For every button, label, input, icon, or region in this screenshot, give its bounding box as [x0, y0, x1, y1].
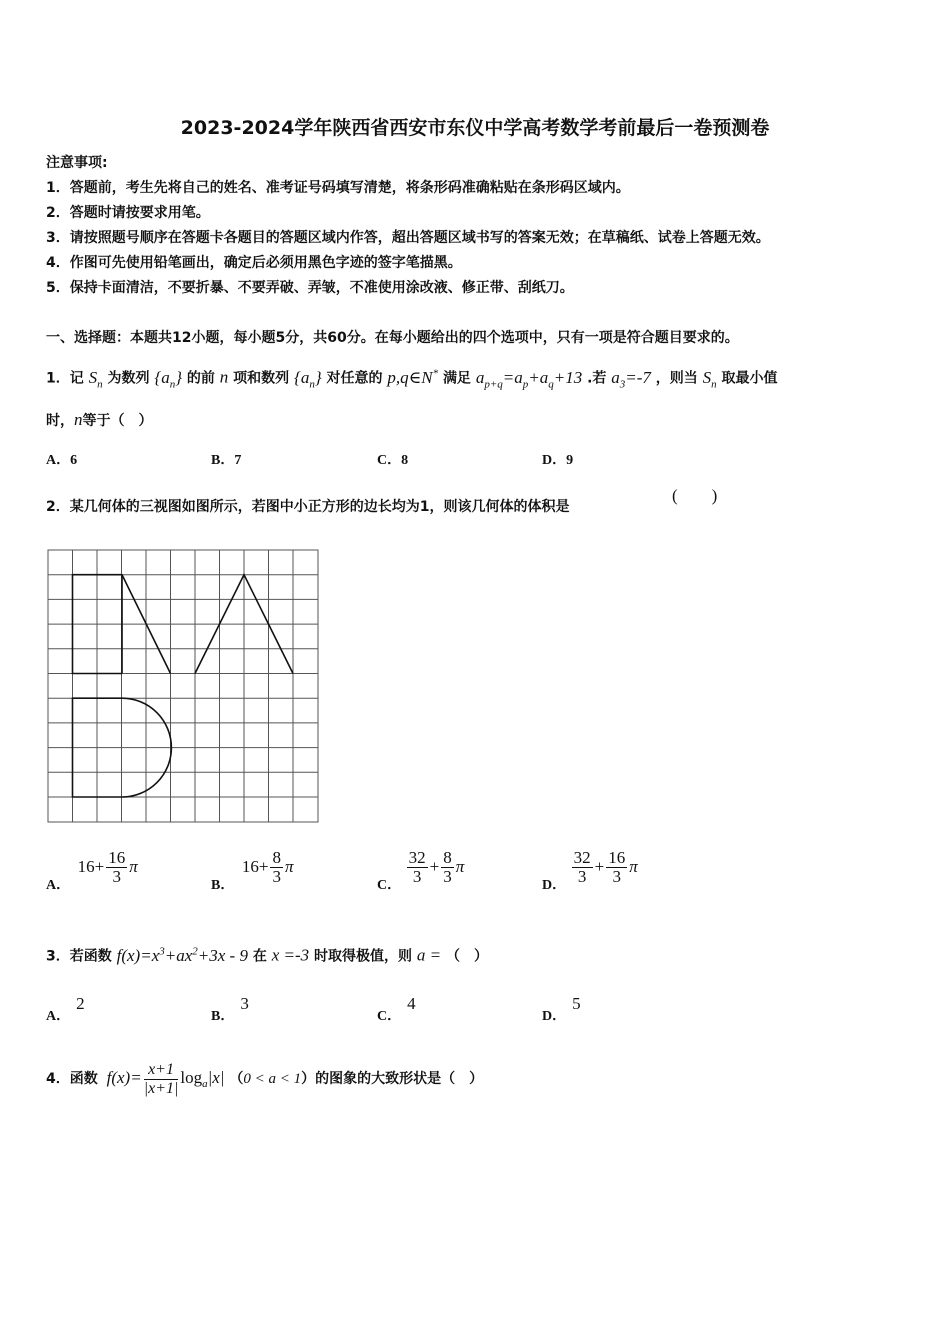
question-4-text: 4．函数 f(x)= $\frac{x+1}{|x+1|}$ $\log_a|x|$ （0 < a < 1）的图象的大致形状是（ ）	[46, 1060, 484, 1097]
q1-option-d[interactable]: D．9	[542, 453, 574, 468]
q2-option-a[interactable]: A． 16+ $\frac{16}{3}$ π	[46, 847, 138, 893]
q1-text-2: 为数列	[107, 370, 150, 387]
q1-text-8: ，则当	[655, 370, 698, 387]
q4-function: f(x)=	[106, 1068, 142, 1087]
note-item-2: 2．答题时请按要求用笔。	[46, 205, 210, 221]
question-2-text: 2．某几何体的三视图如图所示，若图中小正方形的边长均为1，则该几何体的体积是	[46, 499, 570, 515]
figure-grid	[48, 550, 318, 822]
note-item-1: 1．答题前，考生先将自己的姓名、准考证号码填写清楚，将条形码准确粘贴在条形码区域内。	[46, 180, 630, 196]
q1-text-9: 取最小值	[721, 370, 778, 387]
q1-a3-symbol: $a_3=-7$	[611, 367, 651, 391]
q1-text-5: 对任意的	[326, 370, 383, 387]
q3-x-value: x =-3	[271, 945, 310, 965]
q2-option-c[interactable]: C． $\frac{32}{3}$ + $\frac{8}{3}$ π	[377, 847, 465, 893]
q1-an-symbol-2: $\{a_n\}$	[294, 367, 322, 391]
three-view-figure	[47, 549, 321, 825]
question-1-line-2: 时，n等于（ ）	[46, 410, 153, 429]
question-1-line-1	[46, 357, 778, 389]
q1-text-7: .若	[587, 370, 607, 387]
q1-text-3: 的前	[186, 370, 215, 387]
q1-prefix: 1．记	[46, 370, 84, 387]
note-item-4: 4．作图可先使用铅笔画出，确定后必须用黑色字迹的签字笔描黑。	[46, 255, 462, 271]
q2-option-d[interactable]: D． $\frac{32}{3}$ + $\frac{16}{3}$ π	[542, 847, 638, 893]
q1-sn-symbol-2: $S_n$	[702, 367, 717, 391]
figure-views	[73, 575, 294, 797]
q3-function: $f(x)=x^3+ax^2+3x - 9$	[116, 945, 248, 965]
q1-option-b[interactable]: B．7	[211, 453, 242, 468]
page-title: 2023-2024学年陕西省西安市东仪中学高考数学考前最后一卷预测卷	[180, 117, 770, 139]
q1-pq-symbol: p,q∈N*	[387, 367, 439, 387]
q1-option-c[interactable]: C．8	[377, 453, 409, 468]
note-item-3: 3．请按照题号顺序在答题卡各题目的答题区域内作答，超出答题区域书写的答案无效；在草稿纸、试卷上答题无效。	[46, 230, 770, 246]
notes-heading: 注意事项:	[46, 155, 108, 171]
q3-a-symbol: a =	[416, 945, 442, 965]
q4-condition: 0 < a < 1	[243, 1071, 302, 1087]
q1-option-a[interactable]: A．6	[46, 453, 78, 468]
q3-option-c[interactable]: C．4	[377, 994, 416, 1024]
q1-n-symbol: n	[219, 367, 229, 387]
question-3-text: 3．若函数 $f(x)=x^3+ax^2+3x - 9$ 在 x =-3 时取得极值，则 a = （ ）	[46, 945, 488, 965]
q1-relation: $a_{p+q}=a_p+a_q+13$	[475, 367, 583, 391]
q2-option-b[interactable]: B． 16+ $\frac{8}{3}$ π	[211, 847, 294, 893]
q3-option-d[interactable]: D．5	[542, 994, 581, 1024]
q1-sn-symbol: $S_n$	[88, 367, 103, 391]
q1-text-4: 项和数列	[233, 370, 290, 387]
note-item-5: 5．保持卡面清洁，不要折暴、不要弄破、弄皱，不准使用涂改液、修正带、刮纸刀。	[46, 280, 574, 296]
q3-option-a[interactable]: A．2	[46, 994, 85, 1024]
q1-an-symbol-1: $\{a_n\}$	[154, 367, 182, 391]
q3-option-b[interactable]: B．3	[211, 994, 249, 1024]
q2-answer-paren: ( )	[672, 486, 718, 505]
section-heading: 一、选择题：本题共12小题，每小题5分，共60分。在每小题给出的四个选项中，只有一项是符合题目要求的。	[46, 330, 739, 346]
q1-text-6: 满足	[442, 370, 471, 387]
